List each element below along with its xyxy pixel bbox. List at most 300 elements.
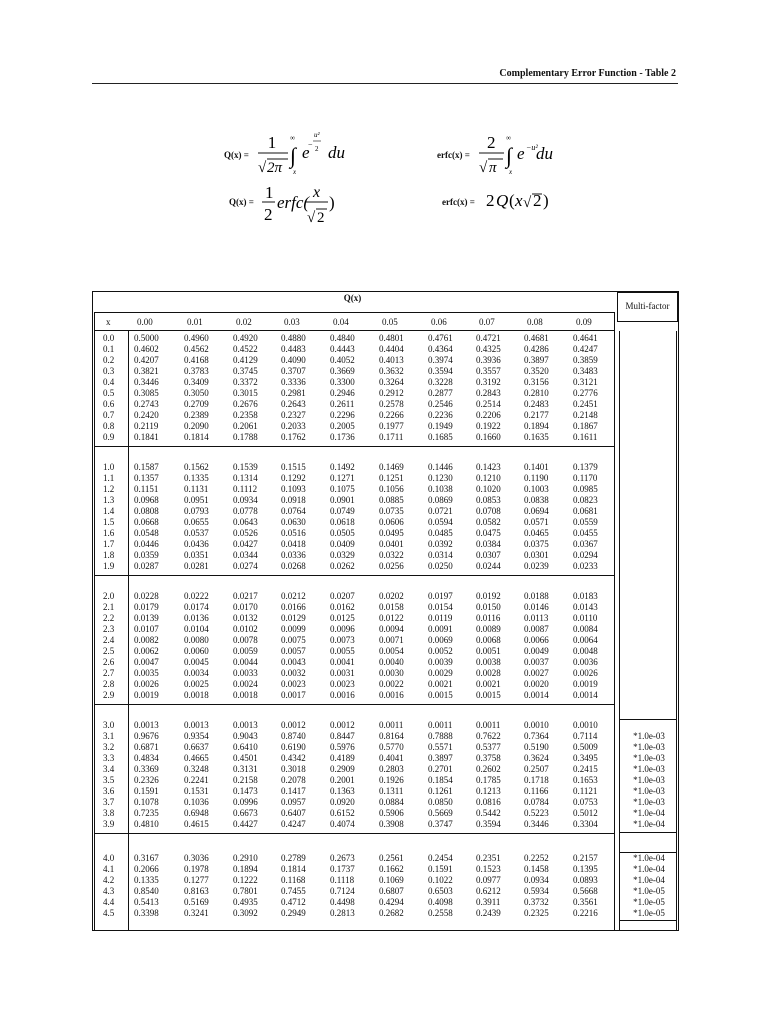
row-x-value: 1.0 <box>103 462 115 472</box>
q-value-cell: 0.0024 <box>233 679 258 690</box>
q-value-cell: 0.0222 <box>184 591 209 601</box>
q-value-cell: 0.0885 <box>379 495 404 506</box>
q-value-cell: 0.0853 <box>476 495 501 506</box>
q-value-cell: 0.4098 <box>428 897 453 908</box>
q-value-cell: 0.1788 <box>233 432 258 443</box>
q-value-cell: 0.5190 <box>524 742 549 753</box>
row-x-value: 2.7 <box>103 668 115 679</box>
q-value-cell: 0.1949 <box>428 421 453 432</box>
q-value-cell: 0.4325 <box>476 344 501 355</box>
svg-text:∞: ∞ <box>290 134 295 142</box>
q-value-cell: 0.3241 <box>184 908 209 919</box>
row-x-value: 3.5 <box>103 775 115 786</box>
svg-text:2: 2 <box>533 191 542 210</box>
multi-factor-cell: *1.0e-03 <box>633 731 665 742</box>
q-value-cell: 0.0158 <box>379 602 404 613</box>
q-value-cell: 0.3908 <box>379 819 404 830</box>
q-value-cell: 0.5976 <box>330 742 355 753</box>
q-value-cell: 0.5934 <box>524 886 549 897</box>
q-value-cell: 0.4834 <box>134 753 159 764</box>
q-value-cell: 0.0268 <box>281 561 306 572</box>
q-value-cell: 0.0968 <box>134 495 159 506</box>
q-value-cell: 0.2843 <box>476 388 501 399</box>
q-value-cell: 0.4522 <box>233 344 258 355</box>
multi-factor-cell: *1.0e-03 <box>633 786 665 797</box>
q-value-cell: 0.2803 <box>379 764 404 775</box>
q-value-cell: 0.0735 <box>379 506 404 517</box>
q-value-cell: 0.1531 <box>184 786 209 797</box>
q-value-cell: 0.3300 <box>330 377 355 388</box>
q-value-cell: 0.0010 <box>524 720 549 730</box>
q-value-cell: 0.3495 <box>573 753 598 764</box>
q-value-cell: 0.0091 <box>428 624 453 635</box>
q-value-cell: 0.6503 <box>428 886 453 897</box>
q-value-cell: 0.0017 <box>281 690 306 701</box>
q-value-cell: 0.2066 <box>134 864 159 875</box>
q-value-cell: 0.0125 <box>330 613 355 624</box>
q-value-cell: 0.3015 <box>233 388 258 399</box>
q-value-cell: 0.1121 <box>573 786 598 797</box>
q-value-cell: 0.0183 <box>573 591 598 601</box>
q-value-cell: 0.0869 <box>428 495 453 506</box>
q-value-cell: 0.1379 <box>573 462 598 472</box>
q-value-cell: 0.3669 <box>330 366 355 377</box>
q-value-cell: 0.1151 <box>134 484 159 495</box>
q-value-cell: 0.3131 <box>233 764 258 775</box>
group-separator <box>95 704 614 705</box>
svg-text:x: x <box>509 168 513 176</box>
q-value-cell: 0.0197 <box>428 591 453 601</box>
q-value-cell: 0.0064 <box>573 635 598 646</box>
q-value-cell: 0.0375 <box>524 539 549 550</box>
q-value-cell: 0.2206 <box>476 410 501 421</box>
q-value-cell: 0.2033 <box>281 421 306 432</box>
q-value-cell: 0.6673 <box>233 808 258 819</box>
header-rule-line <box>95 330 614 331</box>
svg-text:du: du <box>328 143 345 162</box>
q-value-cell: 0.0694 <box>524 506 549 517</box>
q-value-cell: 0.0274 <box>233 561 258 572</box>
q-value-cell: 0.4090 <box>281 355 306 366</box>
q-value-cell: 0.0040 <box>379 657 404 668</box>
row-x-value: 4.4 <box>103 897 115 908</box>
q-value-cell: 0.1417 <box>281 786 306 797</box>
svg-text:√: √ <box>307 210 316 226</box>
q-value-cell: 0.1591 <box>134 786 159 797</box>
q-value-cell: 0.0016 <box>379 690 404 701</box>
q-value-cell: 0.7114 <box>573 731 598 742</box>
formula-label: erfc(x) = <box>442 197 475 207</box>
q-value-cell: 0.1711 <box>379 432 404 443</box>
q-value-cell: 0.5012 <box>573 808 598 819</box>
q-value-cell: 0.1718 <box>524 775 549 786</box>
q-value-cell: 0.4074 <box>330 819 355 830</box>
q-value-cell: 0.0322 <box>379 550 404 561</box>
q-value-cell: 0.2266 <box>379 410 404 421</box>
q-value-cell: 0.1515 <box>281 462 306 472</box>
q-value-cell: 0.0044 <box>233 657 258 668</box>
q-value-cell: 0.9043 <box>233 731 258 742</box>
q-value-cell: 0.0080 <box>184 635 209 646</box>
q-value-cell: 0.0038 <box>476 657 501 668</box>
q-value-cell: 0.0043 <box>281 657 306 668</box>
formula-label: erfc(x) = <box>437 150 470 160</box>
q-value-cell: 0.1335 <box>184 473 209 484</box>
q-integral-expression <box>258 128 358 183</box>
q-value-cell: 0.3974 <box>428 355 453 366</box>
svg-text:): ) <box>543 191 549 210</box>
svg-text:π: π <box>489 160 497 176</box>
q-value-cell: 0.0784 <box>524 797 549 808</box>
q-value-cell: 0.4427 <box>233 819 258 830</box>
q-value-cell: 0.0049 <box>524 646 549 657</box>
table-title: Q(x) <box>343 293 362 303</box>
q-value-cell: 0.2078 <box>281 775 306 786</box>
q-value-cell: 0.0113 <box>524 613 549 624</box>
q-value-cell: 0.3248 <box>184 764 209 775</box>
q-value-cell: 0.3372 <box>233 377 258 388</box>
column-header: 0.01 <box>187 317 203 327</box>
multi-factor-cell: *1.0e-05 <box>633 886 665 897</box>
q-value-cell: 0.0559 <box>573 517 598 528</box>
q-value-cell: 0.0582 <box>476 517 501 528</box>
q-value-cell: 0.0139 <box>134 613 159 624</box>
row-x-value: 3.1 <box>103 731 115 742</box>
q-value-cell: 0.0036 <box>573 657 598 668</box>
q-value-cell: 0.0023 <box>330 679 355 690</box>
row-x-value: 1.2 <box>103 484 115 495</box>
q-value-cell: 0.1685 <box>428 432 453 443</box>
q-value-cell: 0.4920 <box>233 333 258 343</box>
q-value-cell: 0.4721 <box>476 333 501 343</box>
q-value-cell: 0.2776 <box>573 388 598 399</box>
q-value-cell: 0.2701 <box>428 764 453 775</box>
q-value-cell: 0.0618 <box>330 517 355 528</box>
q-value-cell: 0.0013 <box>134 720 159 730</box>
column-header: 0.08 <box>527 317 543 327</box>
q-value-cell: 0.0594 <box>428 517 453 528</box>
row-x-value: 2.3 <box>103 624 115 635</box>
q-value-cell: 0.1075 <box>330 484 355 495</box>
q-value-cell: 0.1261 <box>428 786 453 797</box>
column-header: 0.05 <box>382 317 398 327</box>
q-value-cell: 0.0287 <box>134 561 159 572</box>
svg-text:∫: ∫ <box>506 143 513 168</box>
q-value-cell: 0.2743 <box>134 399 159 410</box>
q-value-cell: 0.1078 <box>134 797 159 808</box>
q-value-cell: 0.0154 <box>428 602 453 613</box>
q-value-cell: 0.0014 <box>573 690 598 701</box>
multi-factor-cell: *1.0e-05 <box>633 897 665 908</box>
multi-factor-column-border <box>619 331 677 931</box>
q-value-cell: 0.1662 <box>379 864 404 875</box>
q-value-cell: 0.0384 <box>476 539 501 550</box>
q-value-cell: 0.0084 <box>573 624 598 635</box>
q-value-cell: 0.0132 <box>233 613 258 624</box>
q-value-cell: 0.4712 <box>281 897 306 908</box>
row-x-value: 1.3 <box>103 495 115 506</box>
q-value-cell: 0.3594 <box>428 366 453 377</box>
q-value-cell: 0.0418 <box>281 539 306 550</box>
q-value-cell: 0.0749 <box>330 506 355 517</box>
q-value-cell: 0.4602 <box>134 344 159 355</box>
column-header: 0.06 <box>431 317 447 327</box>
svg-text:∞: ∞ <box>506 134 511 142</box>
multi-factor-group-box <box>620 852 676 921</box>
q-value-cell: 0.2912 <box>379 388 404 399</box>
q-value-cell: 0.1894 <box>524 421 549 432</box>
q-value-cell: 0.1311 <box>379 786 404 797</box>
q-value-cell: 0.7455 <box>281 886 306 897</box>
q-value-cell: 0.4168 <box>184 355 209 366</box>
svg-text:Q: Q <box>496 191 509 210</box>
q-value-cell: 0.2415 <box>573 764 598 775</box>
q-value-cell: 0.3632 <box>379 366 404 377</box>
q-value-cell: 0.4562 <box>184 344 209 355</box>
q-value-cell: 0.4342 <box>281 753 306 764</box>
q-value-cell: 0.0250 <box>428 561 453 572</box>
q-value-cell: 0.1562 <box>184 462 209 472</box>
column-header: 0.04 <box>333 317 349 327</box>
q-value-cell: 0.3747 <box>428 819 453 830</box>
q-value-cell: 0.0262 <box>330 561 355 572</box>
q-value-cell: 0.0012 <box>281 720 306 730</box>
group-separator <box>95 446 614 447</box>
q-value-cell: 0.0015 <box>476 690 501 701</box>
q-value-cell: 0.0367 <box>573 539 598 550</box>
q-value-cell: 0.0015 <box>428 690 453 701</box>
svg-text:∫: ∫ <box>290 143 297 168</box>
q-value-cell: 0.4294 <box>379 897 404 908</box>
q-value-cell: 0.0630 <box>281 517 306 528</box>
q-value-cell: 0.0207 <box>330 591 355 601</box>
q-value-cell: 0.0052 <box>428 646 453 657</box>
q-value-cell: 0.0089 <box>476 624 501 635</box>
q-value-cell: 0.5000 <box>134 333 159 343</box>
q-value-cell: 0.0314 <box>428 550 453 561</box>
q-value-cell: 0.4810 <box>134 819 159 830</box>
q-value-cell: 0.3156 <box>524 377 549 388</box>
q-value-cell: 0.3092 <box>233 908 258 919</box>
q-value-cell: 0.5571 <box>428 742 453 753</box>
q-value-cell: 0.0526 <box>233 528 258 539</box>
q-value-cell: 0.1020 <box>476 484 501 495</box>
q-value-cell: 0.0336 <box>281 550 306 561</box>
q-value-cell: 0.8540 <box>134 886 159 897</box>
row-x-value: 3.7 <box>103 797 115 808</box>
q-value-cell: 0.4013 <box>379 355 404 366</box>
q-value-cell: 0.3821 <box>134 366 159 377</box>
q-value-cell: 0.0446 <box>134 539 159 550</box>
svg-text:2: 2 <box>264 205 273 224</box>
x-column-divider <box>128 330 129 931</box>
q-value-cell: 0.0816 <box>476 797 501 808</box>
q-value-cell: 0.3409 <box>184 377 209 388</box>
q-value-cell: 0.0256 <box>379 561 404 572</box>
q-value-cell: 0.1069 <box>379 875 404 886</box>
q-value-cell: 0.8740 <box>281 731 306 742</box>
q-value-cell: 0.0202 <box>379 591 404 601</box>
q-value-cell: 0.1363 <box>330 786 355 797</box>
row-x-value: 0.9 <box>103 432 115 443</box>
q-value-cell: 0.7888 <box>428 731 453 742</box>
q-value-cell: 0.2389 <box>184 410 209 421</box>
q-value-cell: 0.1251 <box>379 473 404 484</box>
q-value-cell: 0.1166 <box>524 786 549 797</box>
q-value-cell: 0.0022 <box>379 679 404 690</box>
page-header-title: Complementary Error Function - Table 2 <box>499 68 676 79</box>
multi-factor-cell: *1.0e-04 <box>633 819 665 830</box>
group-separator <box>95 575 614 576</box>
svg-text:2: 2 <box>315 145 319 153</box>
q-value-cell: 0.0146 <box>524 602 549 613</box>
q-value-cell: 0.1335 <box>134 875 159 886</box>
q-value-cell: 0.4498 <box>330 897 355 908</box>
q-value-cell: 0.5009 <box>573 742 598 753</box>
q-value-cell: 0.2981 <box>281 388 306 399</box>
svg-text:(: ( <box>509 191 515 210</box>
q-value-cell: 0.2546 <box>428 399 453 410</box>
q-value-cell: 0.9676 <box>134 731 159 742</box>
q-value-cell: 0.1977 <box>379 421 404 432</box>
q-value-cell: 0.0045 <box>184 657 209 668</box>
svg-text:e: e <box>302 143 310 162</box>
q-value-cell: 0.1660 <box>476 432 501 443</box>
row-x-value: 1.5 <box>103 517 115 528</box>
q-value-cell: 0.0359 <box>134 550 159 561</box>
q-value-cell: 0.2119 <box>134 421 159 432</box>
q-value-cell: 0.0019 <box>134 690 159 701</box>
q-value-cell: 0.0571 <box>524 517 549 528</box>
svg-text:x: x <box>293 168 297 176</box>
q-value-cell: 0.2296 <box>330 410 355 421</box>
q-value-cell: 0.1539 <box>233 462 258 472</box>
q-value-cell: 0.0107 <box>134 624 159 635</box>
q-value-cell: 0.1271 <box>330 473 355 484</box>
q-value-cell: 0.0013 <box>233 720 258 730</box>
row-x-value: 1.8 <box>103 550 115 561</box>
q-value-cell: 0.3121 <box>573 377 598 388</box>
q-value-cell: 0.0244 <box>476 561 501 572</box>
q-value-cell: 0.0029 <box>428 668 453 679</box>
q-value-cell: 0.3897 <box>428 753 453 764</box>
q-value-cell: 0.3783 <box>184 366 209 377</box>
row-x-value: 0.1 <box>103 344 115 355</box>
q-value-cell: 0.0028 <box>476 668 501 679</box>
q-value-cell: 0.4443 <box>330 344 355 355</box>
q-value-cell: 0.2611 <box>330 399 355 410</box>
multi-factor-cell: *1.0e-04 <box>633 864 665 875</box>
q-value-cell: 0.2177 <box>524 410 549 421</box>
q-value-cell: 0.1611 <box>573 432 598 443</box>
q-value-cell: 0.0850 <box>428 797 453 808</box>
q-value-cell: 0.0055 <box>330 646 355 657</box>
column-header: 0.03 <box>284 317 300 327</box>
q-value-cell: 0.1022 <box>428 875 453 886</box>
erfc-q-expression <box>486 186 576 216</box>
q-value-cell: 0.0016 <box>330 690 355 701</box>
q-value-cell: 0.1168 <box>281 875 306 886</box>
q-value-cell: 0.4189 <box>330 753 355 764</box>
q-value-cell: 0.3085 <box>134 388 159 399</box>
svg-text:): ) <box>329 193 335 212</box>
q-value-cell: 0.2158 <box>233 775 258 786</box>
q-value-cell: 0.0026 <box>573 668 598 679</box>
row-x-value: 4.2 <box>103 875 115 886</box>
q-value-cell: 0.4681 <box>524 333 549 343</box>
row-x-value: 0.3 <box>103 366 115 377</box>
q-value-cell: 0.3745 <box>233 366 258 377</box>
q-value-cell: 0.1190 <box>524 473 549 484</box>
q-value-cell: 0.0048 <box>573 646 598 657</box>
svg-text:√: √ <box>479 160 488 176</box>
q-value-cell: 0.4801 <box>379 333 404 343</box>
q-value-cell: 0.0985 <box>573 484 598 495</box>
q-value-cell: 0.1401 <box>524 462 549 472</box>
q-value-cell: 0.1854 <box>428 775 453 786</box>
q-value-cell: 0.2454 <box>428 853 453 863</box>
q-value-cell: 0.0119 <box>428 613 453 624</box>
q-value-cell: 0.0094 <box>379 624 404 635</box>
q-value-cell: 0.1036 <box>184 797 209 808</box>
q-value-cell: 0.0392 <box>428 539 453 550</box>
svg-text:2: 2 <box>487 133 496 152</box>
q-value-cell: 0.0307 <box>476 550 501 561</box>
row-x-value: 1.6 <box>103 528 115 539</box>
q-value-cell: 0.3446 <box>134 377 159 388</box>
q-value-cell: 0.0934 <box>233 495 258 506</box>
q-value-cell: 0.4041 <box>379 753 404 764</box>
q-value-cell: 0.0066 <box>524 635 549 646</box>
q-value-cell: 0.0918 <box>281 495 306 506</box>
q-value-cell: 0.3911 <box>476 897 501 908</box>
q-value-cell: 0.2682 <box>379 908 404 919</box>
q-value-cell: 0.0019 <box>573 679 598 690</box>
svg-text:du: du <box>536 144 553 163</box>
q-value-cell: 0.1653 <box>573 775 598 786</box>
svg-text:√: √ <box>258 160 267 176</box>
q-value-cell: 0.2241 <box>184 775 209 786</box>
q-value-cell: 0.2351 <box>476 853 501 863</box>
q-value-cell: 0.1492 <box>330 462 355 472</box>
q-value-cell: 0.0037 <box>524 657 549 668</box>
q-value-cell: 0.3036 <box>184 853 209 863</box>
q-value-cell: 0.0116 <box>476 613 501 624</box>
q-value-cell: 0.2561 <box>379 853 404 863</box>
q-value-cell: 0.2157 <box>573 853 598 863</box>
q-value-cell: 0.3050 <box>184 388 209 399</box>
row-x-value: 4.3 <box>103 886 115 897</box>
q-value-cell: 0.0011 <box>379 720 404 730</box>
multi-factor-cell: *1.0e-03 <box>633 764 665 775</box>
multi-factor-cell: *1.0e-04 <box>633 853 665 863</box>
q-value-cell: 0.0166 <box>281 602 306 613</box>
q-value-cell: 0.0096 <box>330 624 355 635</box>
q-value-cell: 0.5442 <box>476 808 501 819</box>
q-value-cell: 0.2673 <box>330 853 355 863</box>
q-value-cell: 0.0129 <box>281 613 306 624</box>
q-value-cell: 0.5223 <box>524 808 549 819</box>
row-x-value: 2.9 <box>103 690 115 701</box>
q-value-cell: 0.5668 <box>573 886 598 897</box>
erfc-integral-expression <box>479 130 569 180</box>
q-value-cell: 0.2514 <box>476 399 501 410</box>
q-value-cell: 0.6410 <box>233 742 258 753</box>
q-value-cell: 0.1922 <box>476 421 501 432</box>
q-value-cell: 0.0239 <box>524 561 549 572</box>
q-value-cell: 0.0030 <box>379 668 404 679</box>
q-value-cell: 0.4880 <box>281 333 306 343</box>
